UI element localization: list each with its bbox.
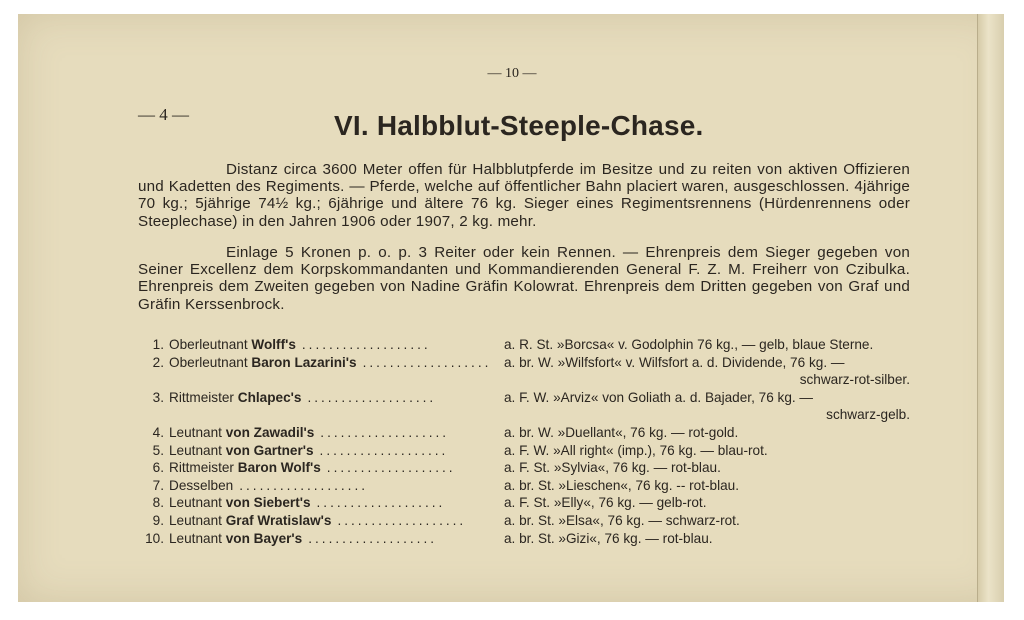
leader-dots: ................... bbox=[308, 530, 437, 546]
entry-number: 4. bbox=[152, 424, 164, 440]
entry-row bbox=[140, 336, 920, 354]
entry-row bbox=[140, 424, 920, 442]
entry-row bbox=[140, 442, 920, 460]
entry-number: 9. bbox=[152, 512, 164, 528]
leader-dots: ................... bbox=[326, 460, 456, 476]
entry-number: 3. bbox=[152, 389, 164, 405]
entry-rider: Leutnant von Gartner's bbox=[169, 442, 314, 458]
entry-row bbox=[140, 512, 920, 530]
entry-number: 6. bbox=[152, 460, 164, 476]
entry-rider: Leutnant von Zawadil's bbox=[169, 424, 315, 440]
entry-rider: Oberleutnant Wolff's bbox=[169, 337, 296, 352]
entry-horse: a. F. St. »Sylvia«, 76 kg. — rot-blau. bbox=[504, 460, 721, 476]
section-number: — 4 — bbox=[138, 105, 189, 124]
entry-number: 8. bbox=[152, 495, 164, 511]
race-title: VI. Halbblut-Steeple-Chase. bbox=[334, 110, 704, 141]
entry-row bbox=[140, 530, 920, 548]
entry-number: 2. bbox=[152, 354, 164, 370]
entry-horse: a. F. W. »Arviz« von Goliath a. d. Bajader, 76 kg. — schwarz-gelb. bbox=[504, 389, 910, 423]
entry-rider: Rittmeister Chlapec's bbox=[169, 389, 302, 405]
entry-row bbox=[140, 494, 920, 512]
leader-dots: ................... bbox=[362, 354, 492, 370]
entry-row bbox=[140, 389, 920, 424]
entry-horse: a. R. St. »Borcsa« v. Godolphin 76 kg., — gelb, blaue Sterne. bbox=[504, 337, 874, 352]
entry-number: 7. bbox=[152, 477, 164, 493]
entry-row bbox=[140, 477, 920, 495]
prize-paragraph: Einlage 5 Kronen p. o. p. 3 Reiter oder kein Rennen. — Ehrenpreis dem Sieger gegeben von Seiner Excellenz dem Korpskommandanten und Kommandierenden General F. Z. M. Freiherr von Czibulka. Ehrenpreis dem Zweiten gegeben von Nadine Gräfin Kolowrat. Ehrenpreis dem Dritten gegeben von Graf und Gräfin Kerssenbrock. bbox=[138, 244, 910, 313]
entry-rider: Desselben bbox=[169, 477, 234, 493]
leader-dots: ................... bbox=[320, 424, 450, 440]
leader-dots: ................... bbox=[319, 442, 449, 458]
entry-list bbox=[140, 336, 920, 547]
entry-row bbox=[140, 354, 920, 389]
document-page bbox=[18, 14, 1004, 602]
entry-horse: a. br. W. »Wilfsfort« v. Wilfsfort a. d. Dividende, 76 kg. — schwarz-rot-silber. bbox=[504, 354, 910, 388]
entry-horse: a. F. St. »Elly«, 76 kg. — gelb-rot. bbox=[504, 495, 707, 511]
entry-rider: Leutnant von Bayer's bbox=[169, 530, 303, 546]
leader-dots: ................... bbox=[239, 477, 368, 493]
entry-number: 1. bbox=[152, 337, 164, 352]
entry-horse: a. br. W. »Duellant«, 76 kg. — rot-gold. bbox=[504, 424, 739, 440]
entry-horse: a. br. St. »Gizi«, 76 kg. — rot-blau. bbox=[504, 530, 713, 546]
entry-horse: a. br. St. »Elsa«, 76 kg. — schwarz-rot. bbox=[504, 512, 740, 528]
leader-dots: ................... bbox=[301, 337, 431, 352]
leader-dots: ................... bbox=[337, 512, 467, 528]
entry-number: 10. bbox=[145, 530, 164, 546]
entry-horse: a. F. W. »All right« (imp.), 76 kg. — blau-rot. bbox=[504, 442, 768, 458]
leader-dots: ................... bbox=[316, 495, 446, 511]
race-conditions-paragraph: Distanz circa 3600 Meter offen für Halbblutpferde im Besitze und zu reiten von aktiven Offizieren und Kadetten des Regiments. — Pferde, welche auf öffentlicher Bahn placiert waren, ausgeschlossen. 4jährige 70 kg.; 5jährige 74½ kg.; 6jährige und ältere 76 kg. Sieger eines Regimentsrennens (Hürdenrennens oder Steeplechase) in den Jahren 1906 oder 1907, 2 kg. mehr. bbox=[138, 161, 910, 230]
entry-row bbox=[140, 459, 920, 477]
entry-number: 5. bbox=[152, 442, 164, 458]
entry-rider: Oberleutnant Baron Lazarini's bbox=[169, 354, 357, 370]
page-number: — 10 — bbox=[487, 66, 537, 81]
entry-horse: a. br. St. »Lieschen«, 76 kg. -- rot-blau. bbox=[504, 477, 739, 493]
entry-rider: Leutnant Graf Wratislaw's bbox=[169, 512, 332, 528]
entry-rider: Leutnant von Siebert's bbox=[169, 495, 311, 511]
book-spine bbox=[977, 14, 1004, 602]
leader-dots: ................... bbox=[307, 389, 437, 405]
entry-rider: Rittmeister Baron Wolf's bbox=[169, 460, 321, 476]
